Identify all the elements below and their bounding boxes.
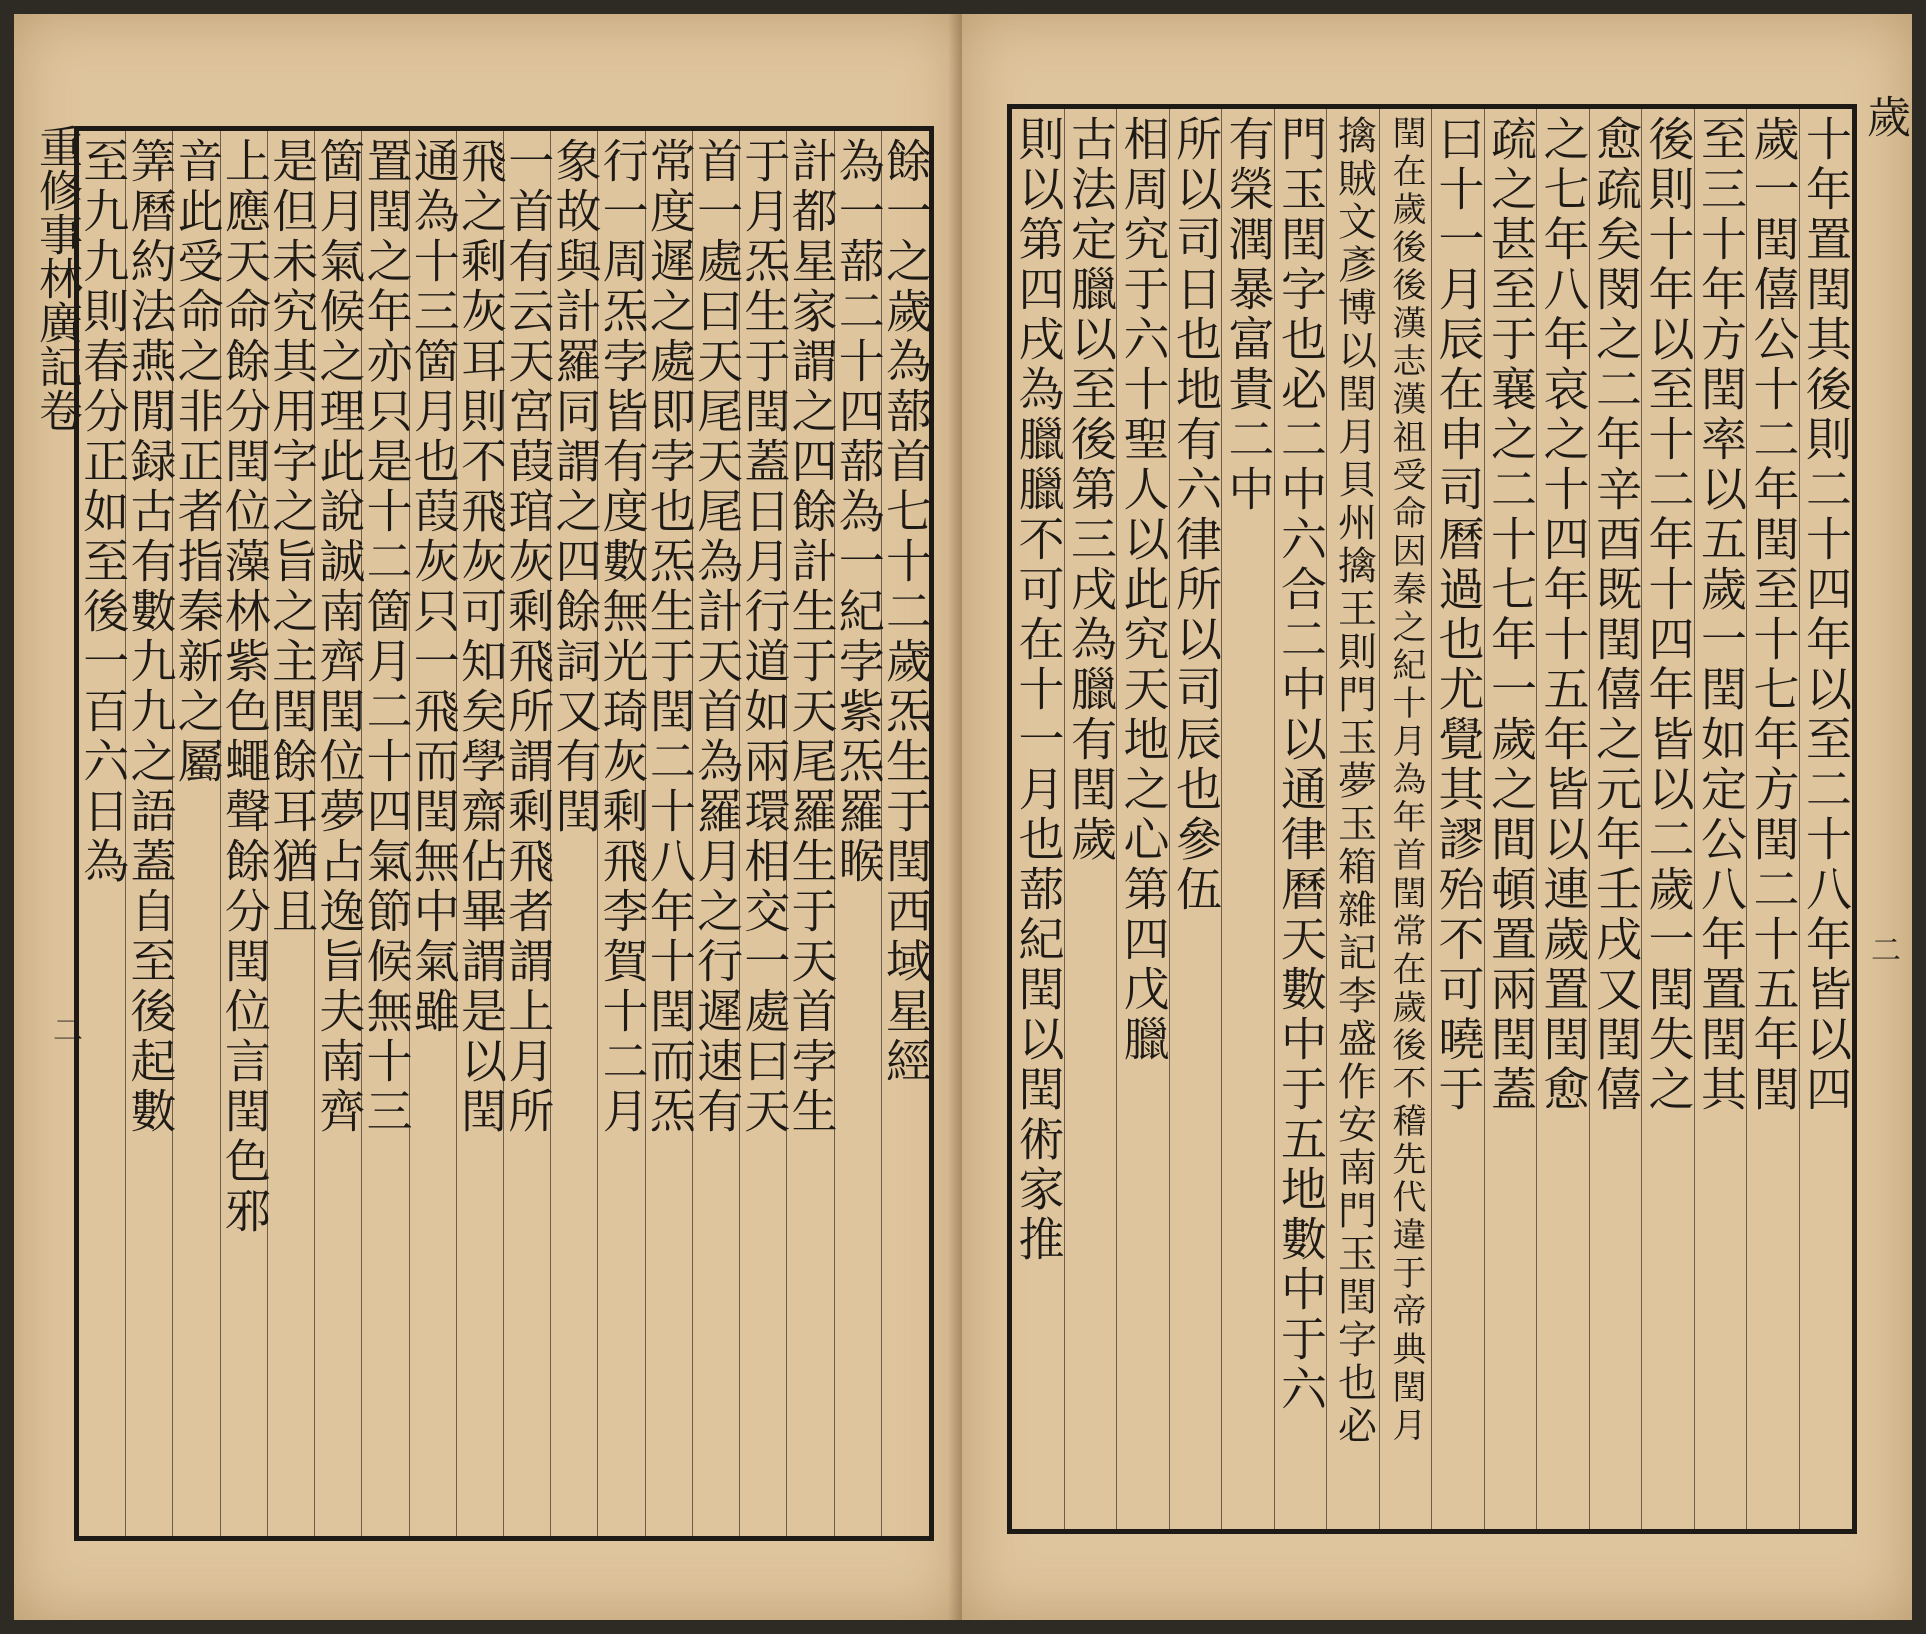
column-text: 至九九則春分正如至後一百六日為 [76, 137, 131, 887]
column-text: 置閏之年亦只是十二箇月二十四氣節候無十三 [359, 137, 414, 1137]
column-text: 門玉閏字也必二中六合二中以通律曆天數中于五地數中于六 [1274, 115, 1328, 1415]
column-text: 後則十年以至十二年十四年皆以二歲一閏失之 [1641, 115, 1696, 1115]
column-text: 餘一之歲為蔀首七十二歲炁生于閏西域星經 [879, 137, 933, 1087]
column-text: 筭曆約法燕閒録古有數九九之語蓋自至後起數 [123, 137, 178, 1137]
column-text: 象故與計羅同謂之四餘詞又有閏 [548, 137, 603, 837]
left-banner: 重修事林廣記卷 [31, 124, 82, 432]
column-text: 箇月氣候之理此說誠南齊閏位夢占逸旨夫南齊 [312, 137, 367, 1137]
text-column [1431, 109, 1485, 1529]
text-column [1641, 109, 1695, 1529]
text-column [1274, 109, 1328, 1529]
column-text: 相周究于六十聖人以此究天地之心第四戊臘 [1116, 115, 1171, 1065]
text-column [1326, 109, 1380, 1529]
right-text-frame [1007, 104, 1857, 1534]
column-text: 行一周炁孛皆有度數無光琦灰剩飛李賀十二月 [595, 137, 650, 1137]
text-column [1116, 109, 1170, 1529]
right-banner: 歲 [1859, 94, 1910, 138]
left-fold-mark: 二 [47, 1014, 82, 1044]
right-page [962, 14, 1912, 1620]
text-column [170, 131, 225, 1536]
text-column [359, 131, 414, 1536]
column-text: 常度遲之處即孛也炁生于閏二十八年十閏而炁 [642, 137, 697, 1137]
column-text: 曰十一月辰在申司曆過也尤覺其謬殆不可曉于 [1431, 115, 1486, 1115]
column-text: 一首有云天宮葭琯灰剩飛所謂剩飛者謂上月所 [501, 137, 556, 1137]
text-column [548, 131, 603, 1536]
text-column [879, 131, 933, 1536]
text-column [1694, 109, 1748, 1529]
column-text: 古法定臘以至後第三戌為臘有閏歲 [1064, 115, 1118, 865]
column-text: 是但未究其用字之旨之主閏餘耳猶且 [265, 137, 320, 937]
column-text: 于月炁生于閏蓋日月行道如兩環相交一處曰天 [737, 137, 792, 1137]
column-text: 首一處曰天尾天尾為計天首為羅月之行遲速有 [690, 137, 745, 1137]
left-page [14, 14, 962, 1620]
column-text: 十年置閏其後則二十四年以至二十八年皆以四 [1799, 115, 1853, 1115]
text-column [737, 131, 792, 1536]
column-text: 所以司日也地有六律所以司辰也參伍 [1169, 115, 1223, 915]
column-text: 計都星家謂之四餘計生于天尾羅生于天首孛生 [784, 137, 839, 1137]
text-column [1746, 109, 1800, 1529]
column-text: 則以第四戌為臘臘不可在十一月也蔀紀閏以閏術家推 [1011, 115, 1066, 1265]
text-column [595, 131, 650, 1536]
text-column [1221, 109, 1275, 1529]
text-column [831, 131, 886, 1536]
column-text: 飛之剩灰耳則不飛灰可知矣學齋佔畢謂是以閏 [454, 137, 508, 1137]
column-text: 為一蔀二十四蔀為一紀孛紫炁羅睺 [831, 137, 886, 887]
text-column [501, 131, 556, 1536]
text-column [1011, 109, 1065, 1529]
column-text: 歲一閏僖公十二年閏至十七年方閏二十五年閏 [1746, 115, 1801, 1115]
text-column [312, 131, 367, 1536]
text-column [1064, 109, 1118, 1529]
text-column [406, 131, 461, 1536]
column-text: 通為十三箇月也葭灰只一飛而閏無中氣雖 [406, 137, 461, 1037]
text-column [642, 131, 697, 1536]
text-column [1799, 109, 1853, 1529]
column-text: 疏之甚至于襄之二十七年一歲之間頓置兩閏蓋 [1484, 115, 1538, 1115]
text-column [1536, 109, 1590, 1529]
text-column [123, 131, 178, 1536]
text-column [1169, 109, 1223, 1529]
column-text: 愈疏矣閔之二年辛酉既閏僖之元年壬戌又閏僖 [1589, 115, 1643, 1115]
column-text: 閏在歲後後漢志漢祖受命因秦之紀十月為年首閏常在歲後不稽先代違于帝典閏月 [1386, 115, 1426, 1445]
column-text: 有榮潤暴富貴二中 [1221, 115, 1276, 515]
column-text: 音此受命之非正者指秦新之屬 [170, 137, 225, 787]
right-fold-mark: 二 [1865, 934, 1900, 964]
text-column [1589, 109, 1643, 1529]
column-text: 擒賊文彥博以閏月貝州擒王則門玉夢玉箱雜記李盛作安南門玉閏字也必 [1331, 115, 1377, 1448]
text-column [784, 131, 839, 1536]
text-column [1379, 109, 1433, 1529]
text-column [454, 131, 508, 1536]
text-column [217, 131, 272, 1536]
column-text: 至三十年方閏率以五歲一閏如定公八年置閏其 [1694, 115, 1748, 1115]
column-text: 上應天命餘分閏位藻林紫色蠅聲餘分閏位言閏色邪 [217, 137, 272, 1237]
text-column [76, 131, 131, 1536]
text-column [690, 131, 745, 1536]
column-text: 之七年八年哀之十四年十五年皆以連歲置閏愈 [1536, 115, 1591, 1115]
left-text-frame [74, 126, 934, 1541]
text-column [1484, 109, 1538, 1529]
text-column [265, 131, 320, 1536]
